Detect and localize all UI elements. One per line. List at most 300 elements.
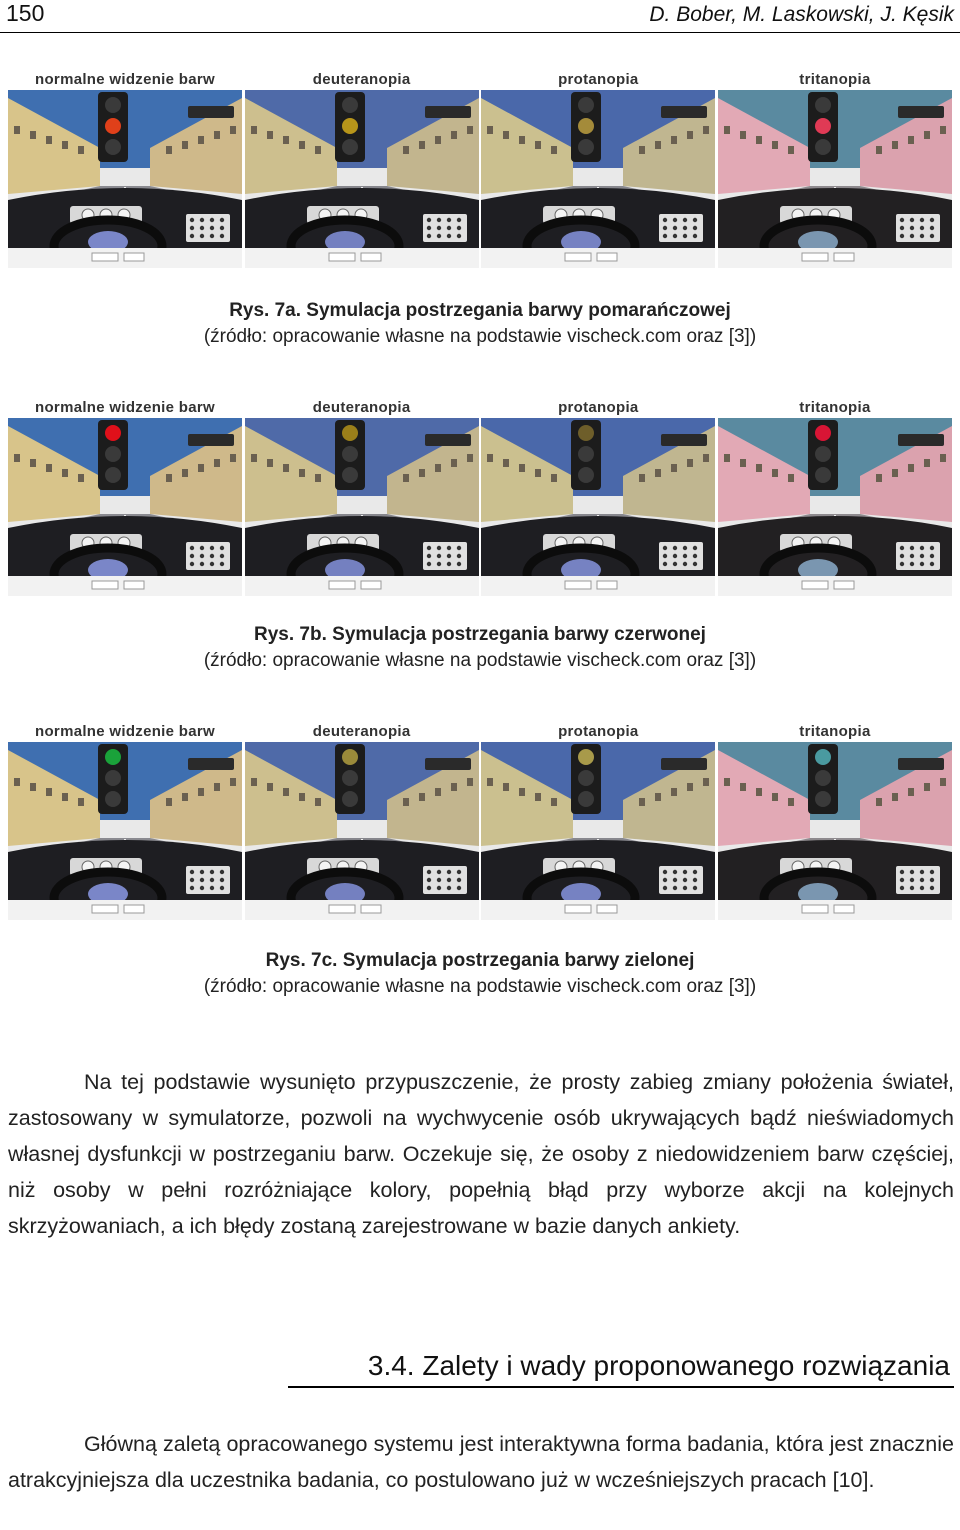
- control-button: [673, 562, 677, 566]
- window: [639, 798, 645, 806]
- control-button: [436, 878, 440, 882]
- traffic-light-lamp: [342, 446, 358, 462]
- control-button: [210, 234, 214, 238]
- traffic-light-lamp: [342, 139, 358, 155]
- control-button: [190, 218, 194, 222]
- control-button: [920, 218, 924, 222]
- control-button: [910, 562, 914, 566]
- traffic-light-lamp: [105, 446, 121, 462]
- window: [703, 778, 709, 786]
- window: [451, 783, 457, 791]
- control-button: [683, 226, 687, 230]
- control-button: [900, 562, 904, 566]
- window: [639, 146, 645, 154]
- control-button: [200, 218, 204, 222]
- control-button: [673, 226, 677, 230]
- control-button: [930, 546, 934, 550]
- traffic-light-lit-lamp: [578, 118, 594, 134]
- control-button: [456, 562, 460, 566]
- control-button: [456, 226, 460, 230]
- window: [251, 778, 257, 786]
- control-button: [920, 878, 924, 882]
- window: [467, 454, 473, 462]
- window: [315, 146, 321, 154]
- traffic-light-lamp: [815, 770, 831, 786]
- window: [756, 464, 762, 472]
- panel-label: deuteranopia: [312, 71, 411, 88]
- window: [403, 474, 409, 482]
- control-button: [456, 886, 460, 890]
- window: [230, 126, 236, 134]
- rearview-mirror: [425, 106, 471, 118]
- window: [671, 788, 677, 796]
- control-button: [446, 870, 450, 874]
- traffic-light-lit-lamp: [578, 425, 594, 441]
- control-button: [910, 234, 914, 238]
- control-button: [210, 554, 214, 558]
- simulator-screenshot: [718, 90, 952, 268]
- traffic-light-lamp: [815, 467, 831, 483]
- simulator-screenshot: [8, 90, 242, 268]
- window: [283, 464, 289, 472]
- rearview-mirror: [661, 434, 707, 446]
- control-button: [673, 546, 677, 550]
- window: [214, 783, 220, 791]
- control-button: [190, 554, 194, 558]
- control-button: [673, 878, 677, 882]
- control-button: [456, 870, 460, 874]
- window: [419, 469, 425, 477]
- figure-caption-7c: [0, 948, 960, 1000]
- status-button: [597, 253, 617, 261]
- control-button: [683, 870, 687, 874]
- caption-source: (źródło: opracowanie własne na podstawie vischeck.com oraz [3]): [203, 650, 757, 671]
- status-button: [565, 253, 591, 261]
- control-button: [220, 218, 224, 222]
- window: [419, 141, 425, 149]
- control-button: [220, 554, 224, 558]
- window: [892, 793, 898, 801]
- control-button: [190, 870, 194, 874]
- traffic-light-lit-lamp: [815, 749, 831, 765]
- control-button: [220, 878, 224, 882]
- panel-label: tritanopia: [799, 71, 871, 88]
- control-button: [920, 886, 924, 890]
- control-button: [200, 886, 204, 890]
- control-button: [693, 218, 697, 222]
- caption-source: (źródło: opracowanie własne na podstawie vischeck.com oraz [3]): [203, 326, 757, 347]
- window: [182, 469, 188, 477]
- control-button: [446, 886, 450, 890]
- window: [283, 136, 289, 144]
- window: [214, 131, 220, 139]
- window: [671, 136, 677, 144]
- control-button: [210, 226, 214, 230]
- window: [687, 783, 693, 791]
- window: [724, 126, 730, 134]
- sim-panel: [245, 70, 479, 268]
- caption-title: Rys. 7a. Symulacja postrzegania barwy pomarańczowej: [229, 300, 731, 321]
- rearview-mirror: [425, 434, 471, 446]
- control-button: [446, 218, 450, 222]
- traffic-light-lit-lamp: [105, 118, 121, 134]
- control-button: [683, 878, 687, 882]
- control-button: [456, 218, 460, 222]
- window: [703, 454, 709, 462]
- window: [924, 131, 930, 139]
- window: [30, 783, 36, 791]
- traffic-light-lamp: [342, 97, 358, 113]
- window: [435, 788, 441, 796]
- window: [639, 474, 645, 482]
- traffic-light-lamp: [578, 139, 594, 155]
- control-button: [210, 870, 214, 874]
- control-button: [456, 546, 460, 550]
- window: [772, 793, 778, 801]
- status-button: [92, 905, 118, 913]
- window: [551, 798, 557, 806]
- sim-panel: [8, 722, 242, 920]
- status-button: [92, 581, 118, 589]
- window: [519, 136, 525, 144]
- status-button: [834, 581, 854, 589]
- sim-panel: [245, 722, 479, 920]
- rearview-mirror: [661, 758, 707, 770]
- traffic-light-lamp: [578, 770, 594, 786]
- traffic-light-lamp: [578, 791, 594, 807]
- window: [519, 464, 525, 472]
- window: [78, 798, 84, 806]
- traffic-light-lit-lamp: [342, 749, 358, 765]
- control-button: [920, 870, 924, 874]
- sim-panel: [481, 70, 715, 268]
- control-button: [900, 870, 904, 874]
- control-button: [456, 554, 460, 558]
- control-button: [663, 886, 667, 890]
- simulator-screenshot: [8, 742, 242, 920]
- traffic-light-lit-lamp: [815, 425, 831, 441]
- control-button: [190, 234, 194, 238]
- window: [299, 141, 305, 149]
- rearview-mirror: [898, 758, 944, 770]
- control-button: [673, 234, 677, 238]
- figure-caption-7b: [0, 622, 960, 674]
- control-button: [426, 886, 430, 890]
- window: [655, 141, 661, 149]
- control-button: [446, 562, 450, 566]
- rearview-mirror: [898, 106, 944, 118]
- window: [62, 469, 68, 477]
- status-button: [802, 905, 828, 913]
- page-number: 150: [6, 0, 45, 26]
- traffic-light-lamp: [105, 467, 121, 483]
- control-button: [190, 546, 194, 550]
- control-button: [436, 546, 440, 550]
- control-button: [210, 562, 214, 566]
- window: [283, 788, 289, 796]
- control-button: [426, 554, 430, 558]
- control-button: [683, 886, 687, 890]
- control-button: [910, 226, 914, 230]
- window: [703, 126, 709, 134]
- control-button: [446, 234, 450, 238]
- control-button: [930, 226, 934, 230]
- panel-label: deuteranopia: [312, 399, 411, 416]
- window: [535, 141, 541, 149]
- rearview-mirror: [188, 434, 234, 446]
- control-button: [900, 546, 904, 550]
- simulator-screenshot: [245, 742, 479, 920]
- control-button: [436, 226, 440, 230]
- status-button: [565, 581, 591, 589]
- status-button: [329, 253, 355, 261]
- window: [503, 783, 509, 791]
- control-button: [426, 870, 430, 874]
- status-button: [92, 253, 118, 261]
- window: [535, 469, 541, 477]
- control-button: [190, 226, 194, 230]
- traffic-light-lamp: [578, 446, 594, 462]
- control-button: [673, 870, 677, 874]
- sim-panel: [481, 722, 715, 920]
- window: [451, 459, 457, 467]
- panel-label: tritanopia: [799, 399, 871, 416]
- body-paragraph-1: [8, 1064, 954, 1244]
- traffic-light-lit-lamp: [815, 118, 831, 134]
- control-button: [663, 870, 667, 874]
- window: [876, 474, 882, 482]
- control-button: [436, 234, 440, 238]
- traffic-light-lamp: [342, 467, 358, 483]
- control-button: [200, 546, 204, 550]
- control-button: [426, 562, 430, 566]
- status-button: [329, 905, 355, 913]
- window: [788, 146, 794, 154]
- control-button: [900, 886, 904, 890]
- panel-label: normalne widzenie barw: [35, 71, 215, 88]
- control-button: [683, 218, 687, 222]
- window: [14, 126, 20, 134]
- traffic-light-lamp: [578, 467, 594, 483]
- rearview-mirror: [188, 106, 234, 118]
- status-button: [124, 905, 144, 913]
- window: [182, 141, 188, 149]
- window: [756, 136, 762, 144]
- traffic-light-lit-lamp: [578, 749, 594, 765]
- control-button: [220, 226, 224, 230]
- control-button: [220, 886, 224, 890]
- window: [503, 459, 509, 467]
- window: [251, 126, 257, 134]
- rearview-mirror: [661, 106, 707, 118]
- traffic-light-lamp: [105, 770, 121, 786]
- window: [788, 474, 794, 482]
- control-button: [920, 234, 924, 238]
- caption-title: Rys. 7c. Symulacja postrzegania barwy zielonej: [265, 950, 695, 971]
- control-button: [930, 886, 934, 890]
- window: [230, 454, 236, 462]
- control-button: [446, 546, 450, 550]
- traffic-light-lamp: [105, 139, 121, 155]
- window: [198, 788, 204, 796]
- body-paragraph-2: [8, 1426, 954, 1498]
- window: [724, 454, 730, 462]
- control-button: [190, 878, 194, 882]
- sim-panel: [718, 398, 952, 596]
- control-button: [426, 878, 430, 882]
- control-button: [693, 878, 697, 882]
- control-button: [200, 562, 204, 566]
- window: [62, 793, 68, 801]
- window: [467, 778, 473, 786]
- window: [198, 464, 204, 472]
- control-button: [190, 886, 194, 890]
- control-button: [426, 226, 430, 230]
- window: [46, 136, 52, 144]
- window: [419, 793, 425, 801]
- control-button: [910, 218, 914, 222]
- window: [315, 474, 321, 482]
- control-button: [673, 554, 677, 558]
- control-button: [663, 554, 667, 558]
- window: [687, 459, 693, 467]
- figure-7b: [8, 398, 952, 596]
- panel-label: normalne widzenie barw: [35, 399, 215, 416]
- control-button: [900, 234, 904, 238]
- window: [451, 131, 457, 139]
- sim-panel: [718, 722, 952, 920]
- window: [46, 464, 52, 472]
- window: [251, 454, 257, 462]
- traffic-light-lamp: [815, 97, 831, 113]
- traffic-light-lamp: [578, 97, 594, 113]
- status-button: [834, 905, 854, 913]
- window: [46, 788, 52, 796]
- control-button: [693, 886, 697, 890]
- sim-panel: [8, 70, 242, 268]
- sim-panel: [481, 398, 715, 596]
- status-button: [361, 905, 381, 913]
- window: [772, 469, 778, 477]
- window: [924, 783, 930, 791]
- status-button: [329, 581, 355, 589]
- window: [78, 474, 84, 482]
- window: [724, 778, 730, 786]
- control-button: [436, 218, 440, 222]
- control-button: [900, 218, 904, 222]
- control-button: [426, 546, 430, 550]
- traffic-light-lamp: [815, 791, 831, 807]
- control-button: [673, 886, 677, 890]
- control-button: [673, 218, 677, 222]
- window: [487, 778, 493, 786]
- status-button: [124, 253, 144, 261]
- sim-panel: [8, 398, 242, 596]
- status-button: [802, 581, 828, 589]
- window: [535, 793, 541, 801]
- window: [924, 459, 930, 467]
- control-button: [663, 546, 667, 550]
- control-button: [910, 546, 914, 550]
- control-button: [200, 878, 204, 882]
- control-button: [900, 554, 904, 558]
- window: [740, 131, 746, 139]
- figure-7c: [8, 722, 952, 920]
- page-header: [0, 0, 960, 33]
- window: [876, 798, 882, 806]
- panel-label: normalne widzenie barw: [35, 723, 215, 740]
- traffic-light-lamp: [815, 139, 831, 155]
- simulator-screenshot: [245, 418, 479, 596]
- running-authors: D. Bober, M. Laskowski, J. Kęsik: [649, 3, 954, 26]
- rearview-mirror: [425, 758, 471, 770]
- control-button: [910, 886, 914, 890]
- control-button: [693, 226, 697, 230]
- control-button: [663, 226, 667, 230]
- control-button: [436, 562, 440, 566]
- window: [892, 469, 898, 477]
- status-button: [361, 581, 381, 589]
- caption-title: Rys. 7b. Symulacja postrzegania barwy czerwonej: [254, 624, 706, 645]
- control-button: [930, 554, 934, 558]
- control-button: [920, 562, 924, 566]
- window: [78, 146, 84, 154]
- caption-source: (źródło: opracowanie własne na podstawie vischeck.com oraz [3]): [203, 976, 757, 997]
- window: [403, 798, 409, 806]
- control-button: [200, 234, 204, 238]
- window: [740, 459, 746, 467]
- control-button: [220, 234, 224, 238]
- window: [519, 788, 525, 796]
- traffic-light-lit-lamp: [342, 425, 358, 441]
- window: [940, 778, 946, 786]
- control-button: [900, 878, 904, 882]
- control-button: [930, 870, 934, 874]
- control-button: [693, 546, 697, 550]
- window: [908, 788, 914, 796]
- simulator-screenshot: [8, 418, 242, 596]
- control-button: [930, 878, 934, 882]
- window: [503, 131, 509, 139]
- control-button: [426, 234, 430, 238]
- panel-label: protanopia: [558, 723, 639, 740]
- traffic-light-lit-lamp: [342, 118, 358, 134]
- window: [315, 798, 321, 806]
- status-button: [802, 253, 828, 261]
- control-button: [200, 554, 204, 558]
- control-button: [910, 870, 914, 874]
- window: [908, 464, 914, 472]
- status-button: [361, 253, 381, 261]
- window: [299, 793, 305, 801]
- window: [756, 788, 762, 796]
- window: [166, 798, 172, 806]
- window: [892, 141, 898, 149]
- sim-panel: [718, 70, 952, 268]
- panel-label: protanopia: [558, 71, 639, 88]
- window: [467, 126, 473, 134]
- paragraph-text: Na tej podstawie wysunięto przypuszczenie, że prosty zabieg zmiany położenia świateł, zastosowany w symulatorze, pozwoli na wychwycenie osób ukrywających bądź nieświadomych własnej dysfunkcji w postrzeganiu barw. Oczekuje się, że osoby z niedowidzeniem barw częściej, niż osoby w pełni rozróżniające kolory, popełnią błąd przy wyborze akcji na kolejnych skrzyżowaniach, a ich błędy zostaną zarejestrowane w bazie danych ankiety.: [8, 1070, 954, 1238]
- window: [214, 459, 220, 467]
- window: [671, 464, 677, 472]
- control-button: [920, 554, 924, 558]
- panel-label: protanopia: [558, 399, 639, 416]
- window: [876, 146, 882, 154]
- control-button: [446, 878, 450, 882]
- window: [788, 798, 794, 806]
- window: [551, 474, 557, 482]
- window: [14, 454, 20, 462]
